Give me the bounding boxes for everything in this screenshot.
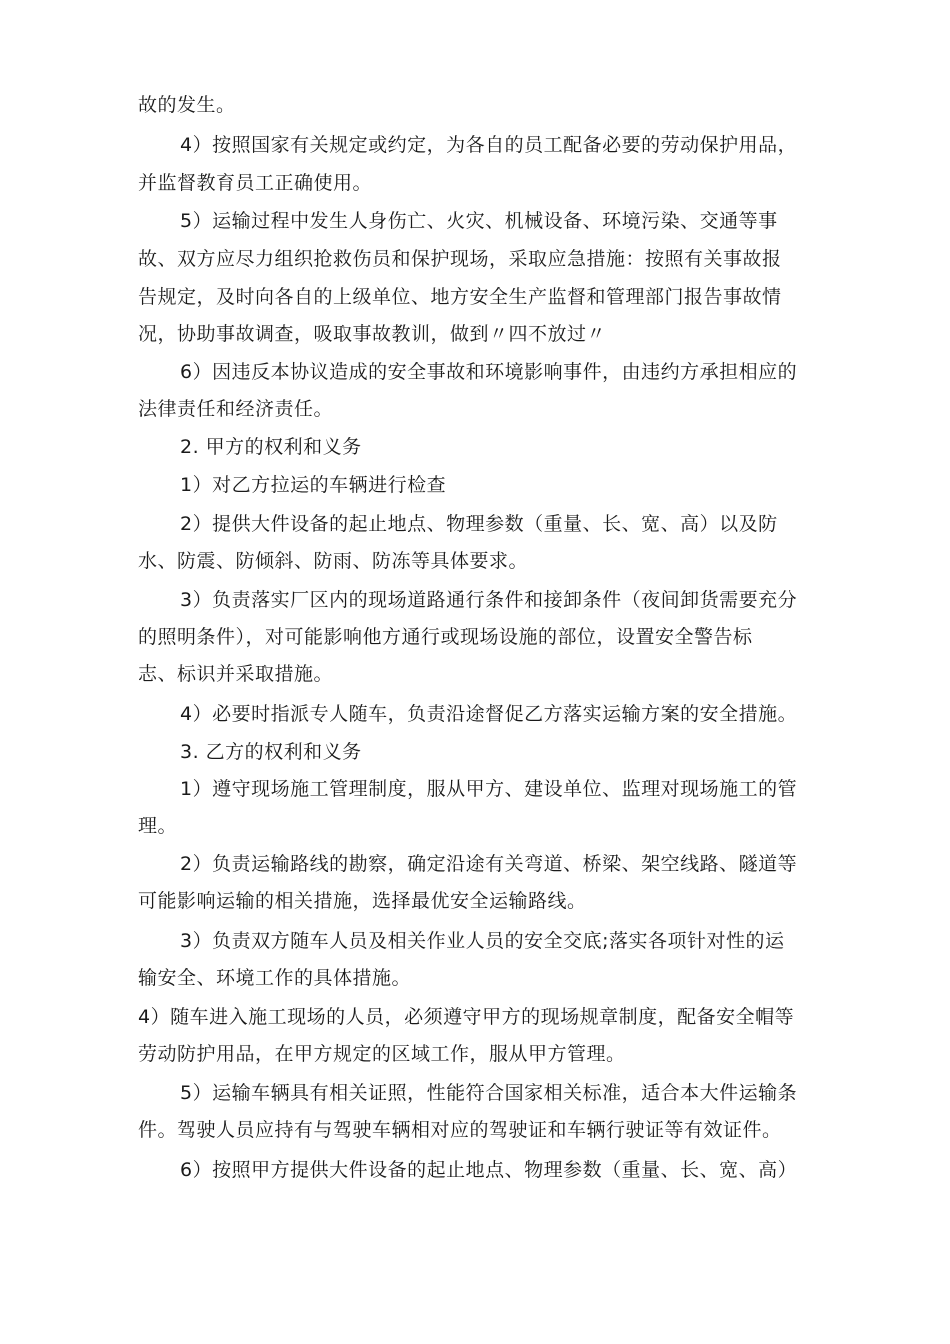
text-line: 可能影响运输的相关措施，选择最优安全运输路线。	[138, 890, 587, 912]
text-line: 6）按照甲方提供大件设备的起止地点、物理参数（重量、长、宽、高）	[180, 1159, 798, 1181]
text-line: 理。	[138, 815, 178, 837]
text-line: 4）随车进入施工现场的人员，必须遵守甲方的现场规章制度，配备安全帽等	[138, 1006, 795, 1028]
text-line: 并监督教育员工正确使用。	[138, 172, 373, 194]
text-line: 水、防震、防倾斜、防雨、防冻等具体要求。	[138, 550, 529, 572]
text-line: 输安全、环境工作的具体措施。	[138, 967, 412, 989]
text-line: 4）按照国家有关规定或约定，为各自的员工配备必要的劳动保护用品，	[180, 134, 798, 156]
text-line: 2）负责运输路线的勘察，确定沿途有关弯道、桥梁、架空线路、隧道等	[180, 853, 798, 875]
text-line: 志、标识并采取措施。	[138, 663, 334, 685]
text-line: 劳动防护用品，在甲方规定的区域工作，服从甲方管理。	[138, 1043, 626, 1065]
text-line: 1）遵守现场施工管理制度，服从甲方、建设单位、监理对现场施工的管	[180, 778, 798, 800]
text-line: 5）运输车辆具有相关证照，性能符合国家相关标准，适合本大件运输条	[180, 1082, 798, 1104]
text-line: 4）必要时指派专人随车，负责沿途督促乙方落实运输方案的安全措施。	[180, 703, 798, 725]
text-line: 故、双方应尽力组织抢救伤员和保护现场，采取应急措施：按照有关事故报	[138, 248, 782, 270]
text-line: 1）对乙方拉运的车辆进行检查	[180, 474, 447, 496]
text-line: 3）负责双方随车人员及相关作业人员的安全交底;落实各项针对性的运	[180, 930, 785, 952]
text-line: 告规定，及时向各自的上级单位、地方安全生产监督和管理部门报告事故情	[138, 286, 782, 308]
section-heading: 3. 乙方的权利和义务	[180, 741, 362, 763]
text-line: 法律责任和经济责任。	[138, 398, 334, 420]
text-line: 6）因违反本协议造成的安全事故和环境影响事件，由违约方承担相应的	[180, 361, 798, 383]
text-line: 2）提供大件设备的起止地点、物理参数（重量、长、宽、高）以及防	[180, 513, 778, 535]
section-heading: 2. 甲方的权利和义务	[180, 436, 362, 458]
text-line: 件。驾驶人员应持有与驾驶车辆相对应的驾驶证和车辆行驶证等有效证件。	[138, 1119, 782, 1141]
text-line: 故的发生。	[138, 94, 236, 116]
text-line: 3）负责落实厂区内的现场道路通行条件和接卸条件（夜间卸货需要充分	[180, 589, 798, 611]
text-line: 5）运输过程中发生人身伤亡、火灾、机械设备、环境污染、交通等事	[180, 210, 778, 232]
text-line: 况，协助事故调查，吸取事故教训，做到〃四不放过〃	[138, 323, 607, 345]
text-line: 的照明条件），对可能影响他方通行或现场设施的部位，设置安全警告标	[138, 626, 753, 648]
